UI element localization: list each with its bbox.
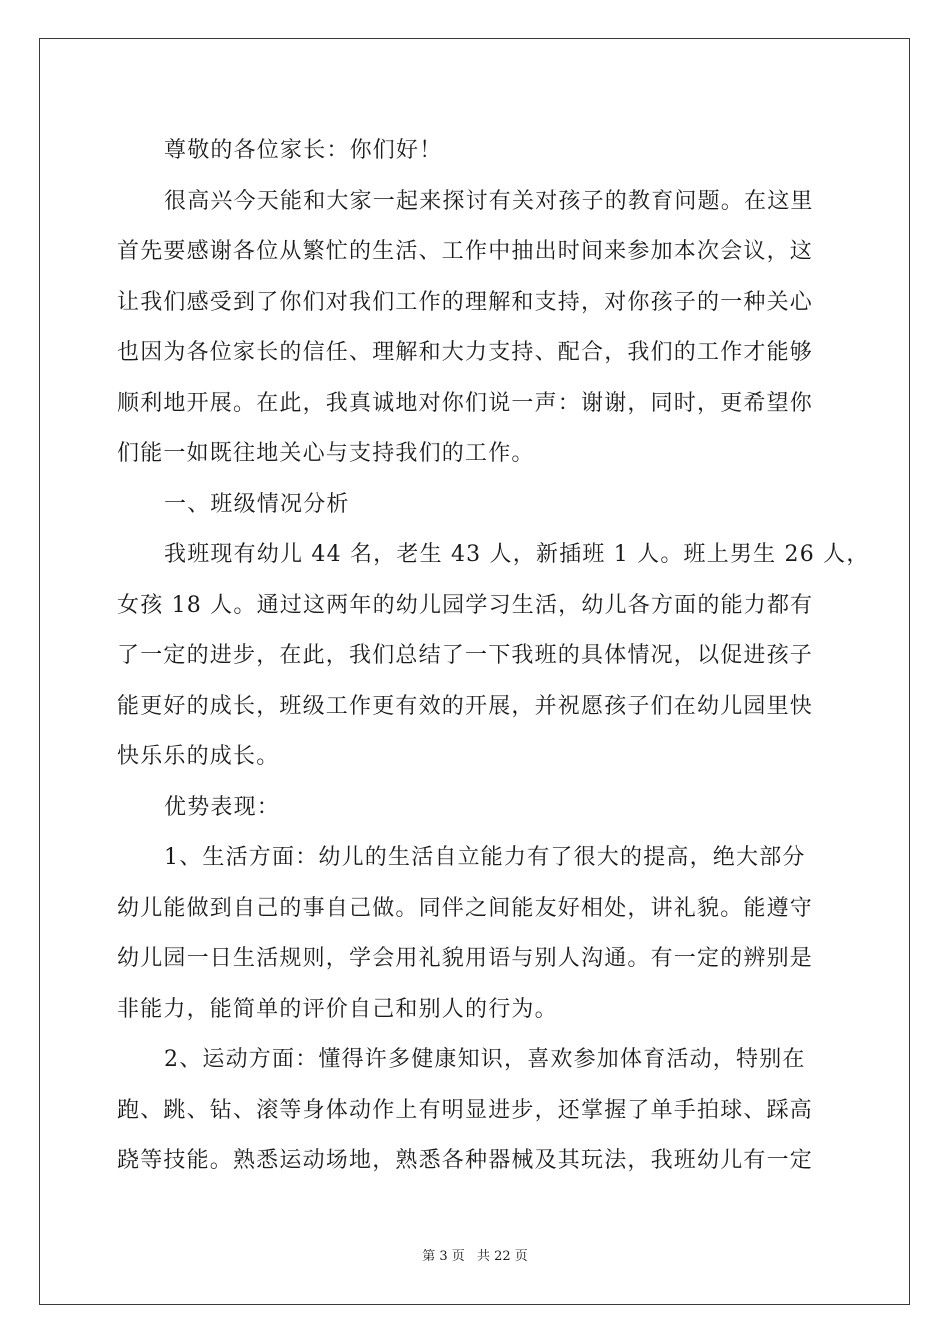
text-line: 快乐乐的成长。	[117, 744, 280, 769]
text-line: 也因为各位家长的信任、理解和大力支持、配合，我们的工作才能够	[117, 340, 814, 365]
text-line: 尊敬的各位家长：你们好！	[164, 138, 443, 163]
page-footer	[0, 1249, 950, 1265]
text-line: 一、班级情况分析	[164, 491, 350, 517]
text-line: 非能力，能简单的评价自己和别人的行为。	[117, 996, 558, 1022]
page-total: 共 22 页	[476, 1249, 528, 1264]
text-line: 了一定的进步，在此，我们总结了一下我班的具体情况，以促进孩子	[117, 643, 814, 668]
text-line: 幼儿能做到自己的事自己做。同伴之间能友好相处，讲礼貌。能遵守	[117, 895, 814, 921]
text-line: 顺利地开展。在此，我真诚地对你们说一声：谢谢，同时，更希望你	[117, 390, 814, 416]
text-line: 首先要感谢各位从繁忙的生活、工作中抽出时间来参加本次会议，这	[117, 239, 814, 264]
text-line: 女孩 18 人。通过这两年的幼儿园学习生活，幼儿各方面的能力都有	[117, 592, 814, 618]
document-body	[117, 126, 870, 1187]
text-line: 跑、跳、钻、滚等身体动作上有明显进步，还掌握了单手拍球、踩高	[117, 1097, 814, 1123]
text-line: 能更好的成长，班级工作更有效的开展，并祝愿孩子们在幼儿园里快	[117, 693, 814, 719]
text-line: 我班现有幼儿 44 名，老生 43 人，新插班 1 人。班上男生 26 人，	[164, 542, 870, 567]
text-line: 优势表现：	[164, 794, 281, 820]
text-line: 幼儿园一日生活规则，学会用礼貌用语与别人沟通。有一定的辨别是	[117, 946, 814, 971]
page-number: 第 3 页	[422, 1249, 465, 1264]
text-line: 跷等技能。熟悉运动场地，熟悉各种器械及其玩法，我班幼儿有一定	[117, 1148, 814, 1173]
text-line: 很高兴今天能和大家一起来探讨有关对孩子的教育问题。在这里	[164, 188, 814, 214]
text-line: 让我们感受到了你们对我们工作的理解和支持，对你孩子的一种关心	[117, 289, 814, 315]
text-line: 们能一如既往地关心与支持我们的工作。	[117, 441, 535, 466]
text-line: 2、运动方面：懂得许多健康知识，喜欢参加体育活动，特别在	[164, 1047, 806, 1072]
text-line: 1、生活方面：幼儿的生活自立能力有了很大的提高，绝大部分	[164, 845, 806, 870]
